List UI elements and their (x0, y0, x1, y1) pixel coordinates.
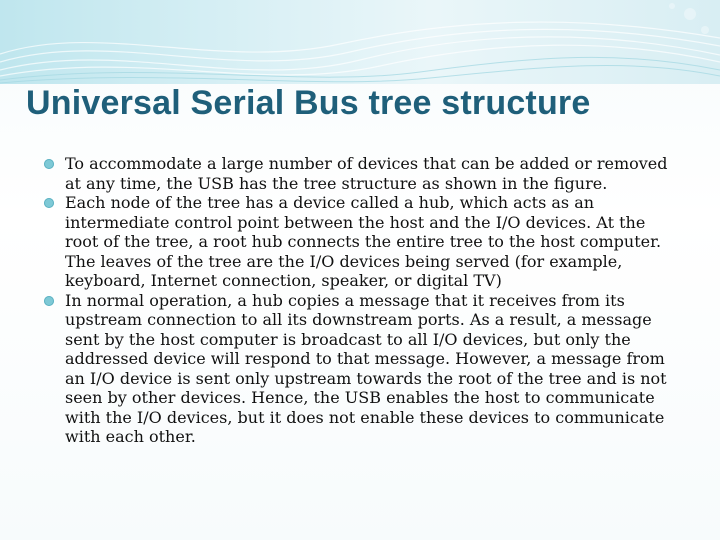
slide-title: Universal Serial Bus tree structure (26, 84, 591, 122)
bullet-item (44, 193, 674, 291)
header-decoration (0, 0, 720, 84)
wave-decoration (0, 0, 720, 84)
bullet-text: In normal operation, a hub copies a message that it receives from its upstream connection to all its downstream ports. As a result, a message sent by the host computer is broadcast to all I/O devices, but only the addressed device will respond to that message. However, a message from an I/O device is sent only upstream towards the root of the tree and is not seen by other devices. Hence, the USB enables the host to communicate with the I/O devices, but it does not enable these devices to communicate with each other. (65, 290, 667, 446)
dot-bullet-icon (44, 198, 54, 208)
dot-bullet-icon (44, 296, 54, 306)
bullet-item (44, 291, 674, 447)
bullet-list (44, 154, 674, 447)
bullet-text: Each node of the tree has a device called a hub, which acts as an intermediate control point between the host and the I/O devices. At the root of the tree, a root hub connects the entire tree to the host computer. The leaves of the tree are the I/O devices being served (for example, keyboard, Internet connection, speaker, or digital TV) (65, 193, 662, 290)
bullet-item (44, 154, 674, 193)
dot-bullet-icon (44, 159, 54, 169)
bullet-text: To accommodate a large number of devices that can be added or removed at any time, the USB has the tree structure as shown in the figure. (65, 154, 668, 193)
